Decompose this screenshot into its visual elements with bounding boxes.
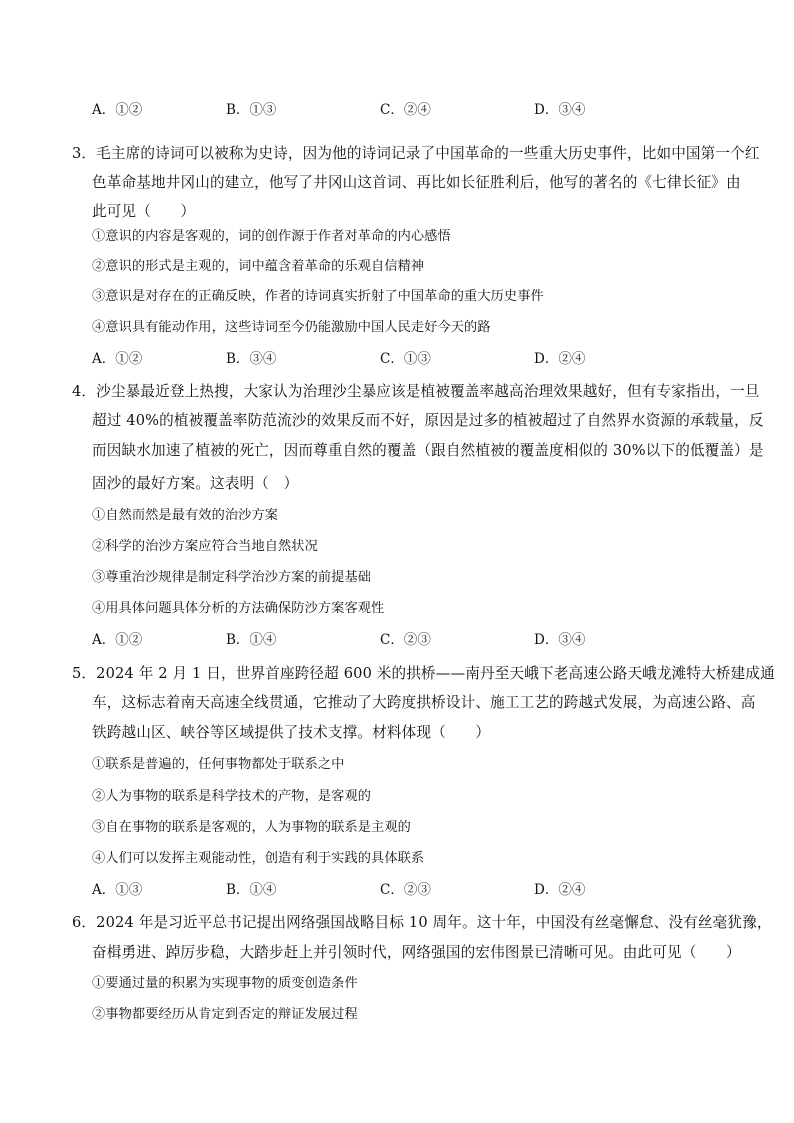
question-5-stem-line: 车，这标志着南天高速全线贯通，它推动了大跨度拱桥设计、施工工艺的跨越式发展，为高速公路、高	[92, 694, 756, 711]
choice-c[interactable]: C．②③	[380, 632, 431, 648]
question-3-option: ①意识的内容是客观的，词的创作源于作者对革命的内心感悟	[92, 229, 451, 244]
choice-d[interactable]: D．③④	[534, 102, 586, 118]
choice-b[interactable]: B．①④	[226, 882, 277, 898]
question-4-option: ①自然而然是最有效的治沙方案	[92, 508, 279, 523]
choice-b[interactable]: B．①④	[226, 632, 277, 648]
choice-a[interactable]: A．①②	[92, 102, 143, 118]
question-4-stem-line: 固沙的最好方案。这表明（ ）	[92, 475, 299, 492]
question-4-stem-line: 而因缺水加速了植被的死亡，因而尊重自然的覆盖（跟自然植被的覆盖度相似的 30%以下的低覆盖）是	[92, 442, 764, 459]
question-3-stem-line: 3．毛主席的诗词可以被称为史诗，因为他的诗词记录了中国革命的一些重大历史事件，比如中国第一个红	[72, 145, 760, 162]
question-4-stem-line: 超过 40%的植被覆盖率防范流沙的效果反而不好，原因是过多的植被超过了自然界水资源的承载量，反	[92, 412, 764, 429]
choice-c[interactable]: C．①③	[380, 351, 431, 367]
question-5-stem-line: 5．2024 年 2 月 1 日，世界首座跨径超 600 米的拱桥——南丹至天峨下老高速公路天峨龙滩特大桥建成通	[72, 665, 775, 682]
question-3-option: ④意识具有能动作用，这些诗词至今仍能激励中国人民走好今天的路	[92, 320, 491, 335]
question-4-option: ④用具体问题具体分析的方法确保防沙方案客观性	[92, 601, 385, 616]
choice-c[interactable]: C．②③	[380, 882, 431, 898]
choice-a[interactable]: A．①②	[92, 351, 143, 367]
question-6-stem-line: 奋楫勇进、踔厉步稳，大踏步赶上并引领时代，网络强国的宏伟图景已清晰可见。由此可见（ ）	[92, 944, 741, 961]
question-3-option: ②意识的形式是主观的，词中蕴含着革命的乐观自信精神	[92, 259, 425, 274]
question-6-option: ②事物都要经历从肯定到否定的辩证发展过程	[92, 1007, 358, 1022]
question-5-option: ①联系是普遍的，任何事物都处于联系之中	[92, 757, 345, 772]
choice-a[interactable]: A．①②	[92, 632, 143, 648]
question-4-option: ③尊重治沙规律是制定科学治沙方案的前提基础	[92, 570, 372, 585]
choice-b[interactable]: B．③④	[226, 351, 277, 367]
choice-d[interactable]: D．②④	[534, 351, 586, 367]
choice-c[interactable]: C．②④	[380, 102, 431, 118]
choice-b[interactable]: B．①③	[226, 102, 277, 118]
question-5-option: ④人们可以发挥主观能动性，创造有利于实践的具体联系	[92, 851, 425, 866]
question-3-stem-line: 此可见（ ）	[92, 203, 196, 220]
question-3-stem-line: 色革命基地井冈山的建立，他写了井冈山这首词、再比如长征胜利后，他写的著名的《七律长征》由	[92, 174, 741, 191]
question-3-option: ③意识是对存在的正确反映，作者的诗词真实折射了中国革命的重大历史事件	[92, 289, 544, 304]
choice-a[interactable]: A．①③	[92, 882, 143, 898]
question-4-option: ②科学的治沙方案应符合当地自然状况	[92, 539, 318, 554]
choice-d[interactable]: D．②④	[534, 882, 586, 898]
question-5-option: ②人为事物的联系是科学技术的产物，是客观的	[92, 789, 372, 804]
question-6-option: ①要通过量的积累为实现事物的质变创造条件	[92, 976, 358, 991]
choice-d[interactable]: D．③④	[534, 632, 586, 648]
question-5-stem-line: 铁跨越山区、峡谷等区域提供了技术支撑。材料体现（ ）	[92, 724, 491, 741]
question-5-option: ③自在事物的联系是客观的，人为事物的联系是主观的	[92, 820, 411, 835]
question-4-stem-line: 4．沙尘暴最近登上热搜，大家认为治理沙尘暴应该是植被覆盖率越高治理效果越好，但有专家指出，一旦	[72, 383, 760, 400]
question-6-stem-line: 6．2024 年是习近平总书记提出网络强国战略目标 10 周年。这十年，中国没有丝毫懈怠、没有丝毫犹豫，	[72, 914, 772, 931]
